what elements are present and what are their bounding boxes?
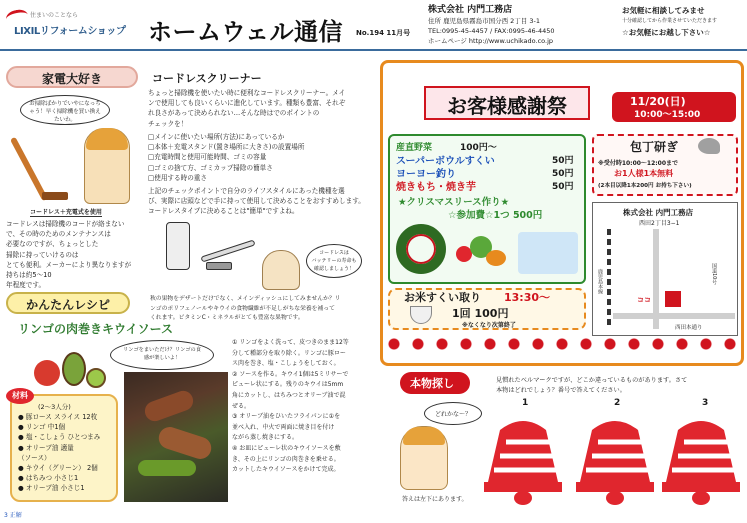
map-road-horizontal — [613, 313, 735, 319]
dish-photo — [124, 372, 228, 502]
ingredient-item: ● オリーブ油 小さじ1 — [18, 484, 85, 493]
notice-line-3: ☆お気軽にお越し下さい☆ — [622, 28, 711, 37]
map-marker-icon — [665, 291, 681, 307]
kiwi-sauce-icon — [138, 460, 196, 476]
event-time: 10:00〜15:00 — [634, 110, 701, 120]
appliance-caption: コードレス＋充電式を使用 — [30, 209, 102, 216]
man-figure-icon — [262, 250, 300, 290]
battery-note-line: コードレスは — [319, 250, 349, 256]
company-name: 株式会社 内門工務店 — [428, 5, 513, 15]
ingredient-item: ● 塩・こしょう ひとつまみ — [18, 433, 101, 442]
advice-line: コードレスタイプに決めることは"簡単"ですよね。 — [148, 207, 299, 216]
recipe-intro-line: くれます。ビタミンC・ミネラルがとても豊富な果物です。 — [150, 315, 304, 322]
rice-title: お米すくい取り — [404, 291, 481, 304]
mushroom-border-icon — [384, 338, 740, 358]
recipe-step-line: ③ オリーブ油をひいたフライパンに①を — [232, 413, 341, 421]
map-box — [592, 202, 738, 336]
battery-note-bubble — [306, 244, 362, 278]
recipe-step-line: 分して種部分を取り除く。リンゴに豚ロー — [232, 349, 346, 357]
knife-note: (2本目以降1本200円 お持ち下さい) — [598, 183, 692, 189]
map-road2: 国道10号 — [711, 263, 717, 285]
checklist-item: □充電時間と使用可能時間、ゴミの容量 — [148, 153, 267, 162]
ingredient-item: ● はちみつ 小さじ1 — [18, 474, 79, 483]
recipe-step-line: ス肉を巻き、塩・こしょうをしておく。 — [232, 360, 340, 368]
company-address: 住所 鹿児島県霧島市国分西 2丁目 3-1 — [428, 17, 540, 25]
spot-instruction-line: 本物はどれでしょう？番号で答えてください。 — [496, 387, 626, 394]
appliance-intro-line: ちょっと掃除機を使いたい時に便利なコードレスクリーナー。メイ — [148, 89, 346, 97]
servings: (2〜3人分) — [38, 403, 71, 411]
wreath-fee: ☆参加費☆1つ 500円 — [448, 210, 543, 221]
map-rail-line — [607, 229, 611, 329]
spot-speech: どれかな〜？ — [424, 402, 482, 425]
recipe-bubble: リンゴをまいただけ？リンゴの食感が楽しいよ！ — [110, 340, 214, 370]
bell-option-2-icon[interactable] — [570, 412, 660, 508]
child-figure-icon — [400, 426, 448, 490]
map-road1: 鹿児島本線 — [597, 269, 603, 294]
left-note-line: 持ちは約5〜10 — [6, 271, 52, 280]
left-note-line: で、その時のためのメンテナンスは — [6, 230, 111, 239]
knife-hours: ※受付時10:00〜12:00まで — [598, 160, 679, 167]
meat-roll-icon — [156, 424, 214, 462]
ingredient-item: ● リンゴ 中1個 — [18, 423, 66, 432]
menu-heading-price: 100円〜 — [460, 143, 497, 153]
child-hair-icon — [403, 427, 445, 445]
bell-option-1-icon[interactable] — [478, 412, 568, 508]
recipe-step-line: き、その上にリンゴの肉巻きを乗せる。 — [232, 455, 340, 463]
menu-item-name: ヨーヨー釣り — [396, 169, 456, 180]
wreath-title: ★クリスマスリース作り★ — [398, 197, 510, 208]
menu-item-name: スーパーボウルすくい — [396, 156, 495, 167]
vegetables-icon — [456, 236, 510, 272]
appliance-intro — [148, 88, 373, 129]
bell-number: 2 — [614, 398, 621, 408]
kiwi-icon — [62, 352, 86, 386]
map-street: 西田本通り — [675, 325, 703, 331]
header-divider — [0, 49, 747, 51]
ingredients-box — [10, 391, 118, 502]
appliance-intro-line: ンで使用しても良いくらいに進化しています。種類も豊富、それぞ — [148, 99, 346, 108]
event-title-banner — [424, 86, 590, 120]
appliance-section-label — [6, 66, 138, 88]
left-note-line: 掃除に持っていけるのは — [6, 250, 79, 259]
pumpkin-icon — [486, 250, 506, 266]
recipe-label-text: かんたんレシピ — [26, 298, 110, 312]
header-notice — [622, 6, 746, 40]
footer-answer-mark: 3 正解 — [4, 512, 22, 519]
appliance-intro-line: チェックを！ — [148, 119, 188, 128]
recipe-step-line: ② ソースを作る。キウイ1個は5ミリサーで — [232, 370, 349, 378]
ingredient-list — [18, 412, 110, 494]
menu-item-price: 50円 — [552, 169, 574, 179]
bell-number: 1 — [522, 398, 529, 408]
map-company: 株式会社 内門工務店 — [623, 208, 694, 217]
advice-line: 上記のチェックポイントで自分のライフスタイルにあった機種を選 — [148, 187, 345, 195]
advice-line: び、実際に店頭などで手に持って使用して決めることをおすすめします。 — [148, 197, 365, 206]
fruit-illustration — [30, 348, 110, 392]
company-block — [428, 5, 608, 49]
appliance-label-text: 家電大好き — [41, 72, 102, 86]
menu-item-price: 50円 — [552, 182, 574, 192]
wreath-icon — [396, 224, 446, 274]
recipe-title: リンゴの肉巻きキウイソース — [18, 322, 174, 336]
spot-instruction-line: 見慣れたベルマークですが、どこか違っているものがあります。さて — [496, 377, 688, 384]
issue-number: No.194 11月号 — [356, 29, 411, 37]
bell-option-3-icon[interactable] — [656, 412, 746, 508]
left-note-line: コードレスは掃除機のコードが絡まない — [6, 220, 125, 228]
ingredient-item: ● 豚ロース スライス 12枚 — [18, 413, 98, 421]
menu-item-price: 50円 — [552, 156, 574, 166]
knife-title: 包丁研ぎ — [630, 140, 679, 154]
spot-label: 本物探し — [410, 377, 454, 390]
recipe-step-line: 角にカットし、はちみつとオリーブ油で混 — [232, 391, 346, 399]
appliance-article-title: コードレスクリーナー — [152, 72, 262, 85]
knife-price: お1人様1本無料 — [614, 169, 674, 178]
logo-tagline: 住まいのことなら — [30, 12, 79, 19]
ingredient-item: ● オリーブ油 適量 — [18, 443, 74, 452]
map-address: 西田2丁目3−1 — [639, 220, 680, 227]
recipe-step-line: ① リンゴをよく洗って、皮つきのまま12等 — [232, 339, 349, 346]
checklist-item: □メインに使いたい場所(方法)にあっているか — [148, 133, 285, 141]
event-date: 11/20(日) — [630, 95, 686, 108]
map-marker-label: ココ — [637, 296, 651, 304]
recipe-step-line: ④ お皿にピューレ状のキウイソースを敷 — [232, 444, 341, 452]
battery-note-line: バッテリーの寿命も — [311, 258, 357, 264]
kiwi-slice-icon — [86, 368, 106, 388]
spot-answer: 答えは左下にあります。 — [402, 496, 468, 503]
rice-price: 1回 100円 — [452, 307, 509, 320]
event-date-badge — [612, 92, 736, 122]
logo-brand: LIXILリフォームショップ — [14, 26, 126, 37]
materials-label: 材料 — [6, 388, 34, 404]
appliance-speech-bubble: お掃除ばかりでいやになっちゃう！早く掃除機を買い換えたいわ。 — [20, 95, 110, 125]
brush-icon — [206, 262, 232, 270]
left-note-line: 年程度です。 — [6, 281, 46, 290]
bell-number: 3 — [702, 398, 709, 408]
left-note-line: とても便利。メーカーにより異なりますが — [6, 260, 132, 269]
ingredient-item: ● キウイ（グリーン） 2個 — [18, 464, 98, 473]
company-phone: TEL:0995-45-4457 / FAX:0995-46-4450 — [428, 27, 555, 35]
checklist-item: □本体＋充電スタンド(置き場所に大きさ)の設置場所 — [148, 143, 305, 152]
cleaner-body-icon — [166, 222, 190, 270]
menu-item-name: 焼きもち・焼き芋 — [396, 182, 476, 193]
recipe-step-line: ピューレ状にする。残りのキウイは5mm — [232, 381, 344, 389]
vacuum-illustration — [16, 128, 136, 208]
recipe-step-line: カットしたキウイソースをかけて完成。 — [232, 466, 340, 474]
appliance-intro-line: れ良さがあって決められない…そんな時はでのポイントの — [148, 109, 320, 118]
appliance-left-note — [6, 219, 146, 290]
recipe-intro-line: 秋の果物をデザートだけでなく、メインディッシュにしてみませんか？リ — [150, 296, 341, 302]
recipe-step-line: 並べ入れ、中火で両面に焼き目を付け — [232, 423, 335, 431]
cleaner-nozzle-icon — [200, 239, 255, 262]
checklist-item: □使用する時の重さ — [148, 173, 207, 182]
bird-icon — [698, 138, 720, 154]
vacuum-head-icon — [42, 192, 68, 200]
battery-note-line: 確認しましょう！ — [313, 266, 354, 272]
appliance-advice — [148, 186, 373, 217]
menu-heading: 産直野菜 — [396, 143, 433, 153]
recipe-section-label — [6, 292, 130, 314]
cleaner-parts-illustration — [158, 218, 268, 280]
company-web: ホームページ http://www.uchikado.co.jp — [428, 37, 554, 45]
logo — [6, 8, 136, 42]
kids-fishing-icon — [518, 232, 578, 274]
spot-instructions — [496, 376, 744, 396]
rice-time: 13:30〜 — [504, 291, 551, 304]
event-title: お客様感謝祭 — [447, 94, 567, 118]
left-note-line: 必要なのですが、ちょっとした — [6, 240, 99, 249]
checklist-item: □ゴミの捨て方、ゴミカップ掃除の簡単さ — [148, 163, 273, 172]
meat-roll-icon — [142, 388, 196, 424]
notice-line-1: お気軽に相談してみませ — [622, 6, 705, 15]
recipe-intro-line: ンゴのポリフェノールやキウイの食物繊維が不足しがちな栄養を補って — [150, 305, 335, 312]
recipe-steps — [232, 338, 378, 476]
recipe-step-line: ぜる。 — [232, 402, 251, 410]
recipe-step-line: ながら蒸し焼きにする。 — [232, 434, 299, 442]
appliance-checklist — [148, 132, 373, 183]
rice-note: ※なくなり次第終了 — [462, 322, 516, 329]
ingredient-item: （ソース） — [18, 453, 51, 462]
notice-line-2: 十分確認してから作業させていただきます — [622, 18, 718, 24]
spot-label-badge — [400, 372, 470, 394]
apple-icon — [34, 360, 60, 386]
newsletter-title: ホームウェル通信 — [148, 18, 344, 46]
recipe-intro — [150, 295, 375, 324]
